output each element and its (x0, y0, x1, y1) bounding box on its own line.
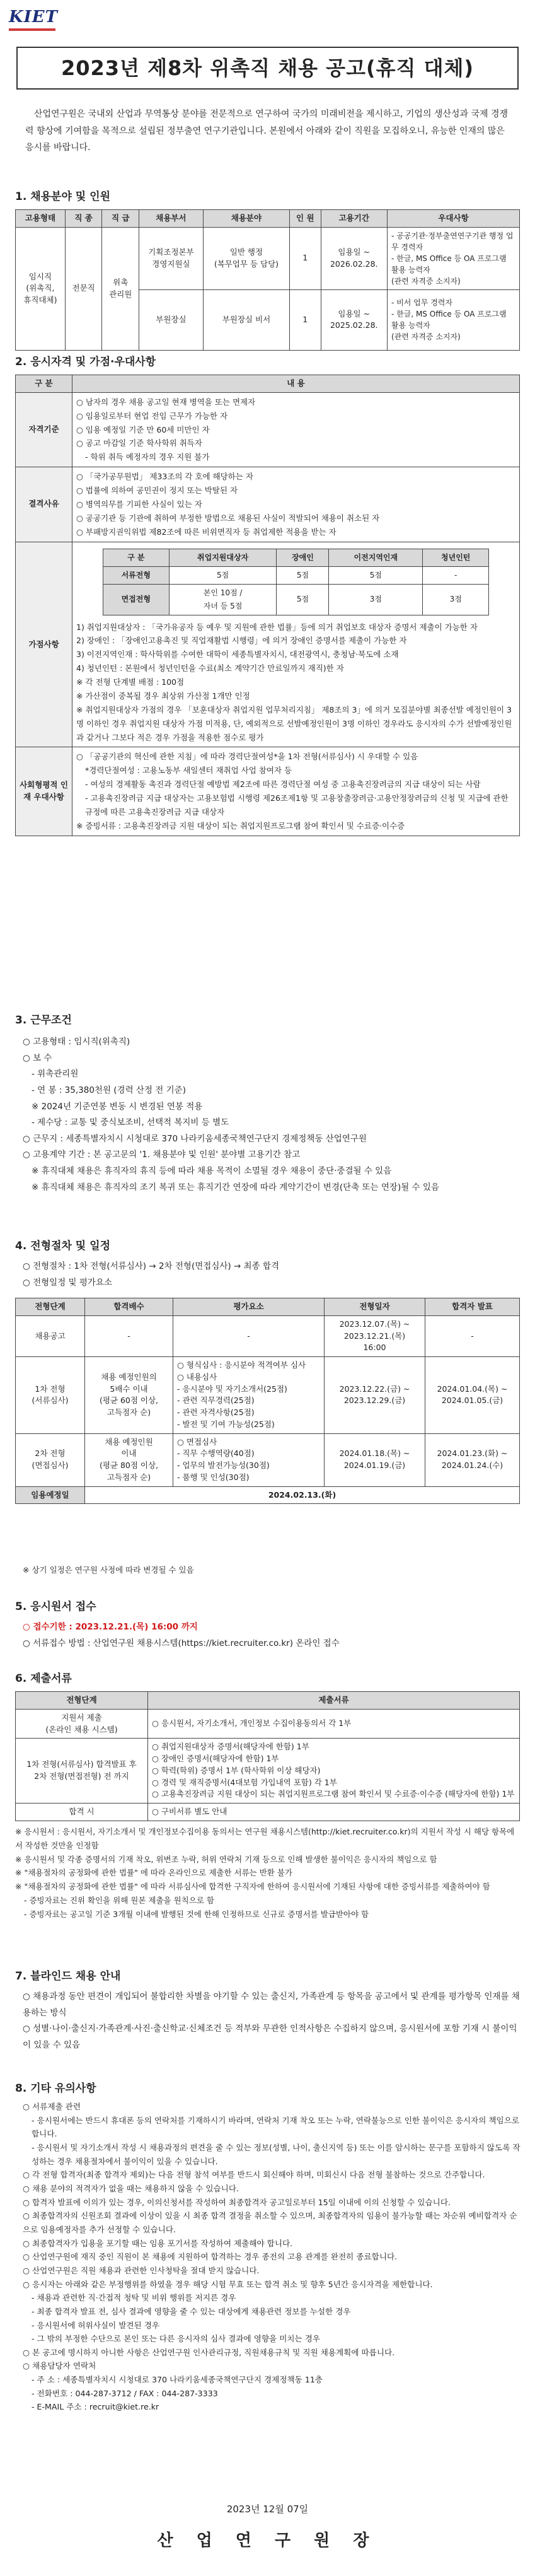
schedule-mult-cell: 채용 예정인원 이내 (평균 80점 이상, 고득점자 순) (85, 1433, 173, 1486)
list-item: ○ 공공기관 등 기관에 취하여 부정한 방법으로 채용된 사실이 적발되어 채용이 취소된 자 (76, 513, 380, 523)
list-item: ○ 성별·나이·출신지·가족관계·사진·출신학교·신체조건 등 적부와 무관한 인적사항은 수집하지 않으며, 응시원서에 포함 기재 시 불이익이 있을 수 있음 (23, 2024, 517, 2050)
list-item: ○ 채용과정 동안 편견이 개입되어 불합리한 차별을 야기할 수 있는 출신지, 가족관계 등 항목을 공고에서 및 관계를 평가항목 인재를 채용하는 방식 (23, 1991, 520, 2018)
qual-bonus-cell (72, 542, 520, 747)
title-box (16, 47, 519, 90)
docs-stage-cell: 1차 전형(서류심사) 합격발표 후 2차 전형(면접전형) 전 까지 (16, 1739, 148, 1804)
schedule-eval-cell: ○ 형식심사 : 응시분야 적격여부 심사 ○ 내용심사 - 응시분야 및 자기소개서(25점) - 관련 직무경력(25점) - 관련 자격사항(25점) - 발전 및 기여 가능성(25점) (173, 1357, 325, 1434)
bonus-cell: 면접전형 (103, 584, 169, 615)
bonus-cell: 5점 (277, 566, 329, 584)
submit-method-line: ○ 서류접수 방법 : 산업연구원 채용시스템(https://kiet.recruiter.co.kr) 온라인 접수 (23, 1638, 340, 1648)
list-item: 2) 장애인 : 「장애인고용촉진 및 직업재활법 시행령」에 의거 장애인 증명서를 제출이 가능한 자 (76, 636, 407, 646)
list-item: ○ 최종합격자가 입용을 포기할 때는 임용 포기서를 작성하여 제출해야 합니다. (23, 2238, 293, 2248)
recruit-field-cell: 일반 행정 (복무업무 등 담당) (203, 227, 289, 289)
bonus-notes (76, 621, 515, 745)
list-item: ○ 합격자 발표에 이의가 있는 경우, 이의신청서를 작성하여 최종합격자 공고일로부터 15일 이내에 이의 신청할 수 있습니다. (23, 2197, 451, 2207)
documents-table (15, 1691, 520, 1821)
bonus-cell: - (423, 566, 489, 584)
section-8-heading: 8. 기타 유의사항 (15, 2082, 96, 2095)
list-item: ○ 공고 마감일 기준 학사학위 취득자 (76, 438, 202, 448)
schedule-mult-cell: - (85, 1315, 173, 1356)
announce-date: 2023년 12월 07일 (226, 2503, 309, 2515)
list-item: ※ 응시원서 : 응시원서, 자기소개서 및 개인정보수집이용 동의서는 연구원 채용시스템(http://kiet.recruiter.co.kr)의 지원서 작성 시 해당 항목에서 작성한 것만을 인정함 (15, 1826, 515, 1850)
bonus-cell: 5점 (277, 584, 329, 615)
bonus-header-cell: 장애인 (277, 549, 329, 566)
list-item: ※ 휴직대체 채용은 휴직자의 휴직 등에 따라 채용 목적이 소멸될 경우 채용이 중단·중결될 수 있음 (32, 1166, 392, 1177)
bonus-header-cell: 이전지역인재 (329, 549, 423, 566)
list-item: ○ 남자의 경우 채용 공고일 현재 병역을 또는 면제자 (76, 397, 256, 407)
list-item: - 여성의 경제활동 촉진과 경력단절 예방법 제2조에 따른 경력단절 여성 중 고용촉진장려금의 지급 대상이 되는 사람 (85, 779, 481, 790)
list-item: *경력단절여성 : 고용노동부 새일센터 재취업 사업 참여자 등 (85, 766, 292, 776)
recruit-type-cell: 임시직 (위촉직, 휴직대체) (16, 227, 66, 350)
schedule-header-cell: 평가요소 (173, 1298, 325, 1316)
list-item: ○ 채용 분야의 적격자가 없을 때는 채용하지 않을 수 있습니다. (23, 2183, 239, 2193)
section-6-heading: 6. 제출서류 (15, 1672, 72, 1685)
table-row (103, 566, 488, 584)
list-item: ※ "채용절차의 공정화에 관한 법률" 에 따라 서류심사에 합격한 구직자에 한하여 응시원서에 기재된 사항에 대한 증빙서류를 제출하여야 함 (15, 1882, 490, 1892)
list-item: - 응시원서에 허위사실이 발견된 경우 (32, 2320, 160, 2330)
recruit-grade-cell: 위촉 관리원 (102, 227, 139, 350)
list-item: ○ 전형절차 : 1차 전형(서류심사) → 2차 전형(면접심사) → 최종 합격 (23, 1261, 280, 1271)
recruit-header-cell: 우대사항 (388, 210, 520, 228)
list-item: ※ 2024년 기준연봉 변동 시 변경된 연봉 적용 (32, 1101, 203, 1112)
list-item: ○ 「공공기관의 혁신에 관한 지침」에 따라 경력단절여성*을 1차 전형(서류심사) 시 우대할 수 있음 (76, 752, 418, 762)
intro-paragraph: 산업연구원은 국내외 산업과 무역통상 분야를 전문적으로 연구하여 국가의 미래비전을 제시하고, 기업의 생산성과 국제 경쟁력 향상에 기여함을 목적으로 설립된 정부출연 연구기관입니다. 본원에서 아래와 같이 직원을 모집하오니, 유능한 인재의 많은 응시를 바랍니다. (25, 109, 509, 153)
recruit-num-cell: 1 (290, 289, 321, 350)
logo-text: KIET (9, 8, 58, 26)
appoint-value-cell: 2024.02.13.(화) (85, 1486, 520, 1504)
list-item: - 증빙자료는 공고일 기준 3개월 이내에 발행된 것에 한해 인정하므로 신규로 증명서를 발급받아야 함 (24, 1909, 369, 1919)
list-item: ※ 가산점이 중복될 경우 최상위 가산점 1개만 인정 (76, 691, 250, 701)
list-item: - 증빙자료는 진위 확인을 위해 원본 제출을 원칙으로 함 (24, 1896, 214, 1906)
table-row (16, 227, 520, 289)
list-item: ○ 부패방지권익위법 제82조에 따른 비위면직자 등 취업제한 적용을 받는 자 (76, 527, 337, 537)
schedule-header-cell: 전형단계 (16, 1298, 85, 1316)
list-item: ※ 휴직대체 채용은 휴직자의 조기 복귀 또는 휴직기간 연장에 따라 계약기간이 변경(단축 또는 연장)될 수 있음 (32, 1182, 439, 1192)
table-row (16, 1486, 520, 1504)
page-title: 2023년 제8차 위촉직 채용 공고(휴직 대체) (60, 56, 475, 80)
list-item: ○ 응시자는 아래와 같은 부정행위를 하였을 경우 해당 시험 무효 또는 합격 취소 및 향후 5년간 응시자격을 제한합니다. (23, 2279, 433, 2289)
documents-table-wrap (15, 1691, 520, 1921)
table-row (16, 1739, 520, 1804)
bonus-cell: 5점 (329, 566, 423, 584)
recruit-num-cell: 1 (290, 227, 321, 289)
docs-list-cell: ○ 응시원서, 자기소개서, 개인정보 수집이용동의서 각 1부 (148, 1709, 520, 1739)
docs-stage-cell: 지원서 제출 (온라인 채용 시스템) (16, 1709, 148, 1739)
list-item: - 학위 취득 예정자의 경우 지원 불가 (85, 452, 210, 462)
list-item: ○ 임용 예정일 기준 만 60세 미만인 자 (76, 424, 210, 434)
list-item: ※ 증빙서류 : 고용촉진장려금 지원 대상이 되는 취업지원프로그램 참여 확인서 및 수료증·이수증 (76, 820, 405, 830)
qual-header-category: 구 분 (16, 375, 72, 393)
list-item: - 응시원서에는 반드시 휴대폰 등의 연락처를 기재하시기 바라며, 연락처 기재 착오 또는 누락, 연락불능으로 인한 불이익은 응시자의 책임으로 합니다. (32, 2115, 520, 2139)
recruit-pref-cell: - 비서 업무 경력자 - 한글, MS Office 등 OA 프로그램 활용 능력자 (관련 자격증 소지자) (388, 289, 520, 350)
schedule-table (15, 1298, 520, 1504)
qual-label-criteria: 자격기준 (16, 392, 72, 467)
list-item: ○ 근무지 : 세종특별자치시 시청대로 370 나라키움세종국책연구단지 경제정책동 산업연구원 (23, 1133, 367, 1144)
schedule-result-cell: - (425, 1315, 520, 1356)
list-item: ○ 최종합격자의 신원조회 결과에 이상이 있을 시 최종 합격 결정을 취소할 수 있으며, 최종합격자의 임용이 불가능할 때는 차순위 예비합격자 순으로 임용예정자를 추가 선정할 수 있습니다. (23, 2211, 517, 2234)
recruit-header-cell: 직 급 (102, 210, 139, 228)
bonus-header-cell: 취업지원대상자 (169, 549, 277, 566)
recruit-period-cell: 임용일 ~ 2025.02.28. (321, 289, 388, 350)
list-item: - 고용촉진장려금 지급 대상자는 고용보험법 시행령 제26조제1항 및 고용창출장려금·고용안정장려금의 신청 및 지급에 관한 규정에 따른 고용촉진장려금 지급 대상자 (85, 793, 509, 817)
table-row (16, 1709, 520, 1739)
list-item: - 전화번호 : 044-287-3712 / FAX : 044-287-3333 (32, 2388, 218, 2398)
recruit-dept-cell: 기획조정본부 경영지원실 (139, 227, 204, 289)
work-conditions (23, 1034, 521, 1196)
recruit-pref-cell: - 공공기관·정부출연연구기관 행정 업무 경력자 - 한글, MS Office 등 OA 프로그램 활용 능력자 (관련 자격증 소지자) (388, 227, 520, 289)
list-item: ○ 산업연구원은 직원 채용과 관련한 인사청탁을 절대 받지 않습니다. (23, 2265, 260, 2275)
list-item: ○ 병역의무를 기피한 사실이 있는 자 (76, 499, 202, 509)
docs-stage-cell: 합격 시 (16, 1804, 148, 1821)
deadline-label: ○ 접수기한 : (23, 1622, 76, 1632)
section-4-heading: 4. 전형절차 및 일정 (15, 1240, 110, 1252)
schedule-note: ※ 상기 일정은 연구원 사정에 따라 변경될 수 있음 (23, 1565, 194, 1575)
table-row (16, 1315, 520, 1356)
table-row (16, 1357, 520, 1434)
recruit-job-cell: 전문직 (65, 227, 102, 350)
list-item: ○ 채용담당자 연락처 (23, 2361, 96, 2371)
list-item: ○ 「국가공무원법」 제33조의 각 호에 해당하는 자 (76, 472, 253, 482)
list-item: ○ 법률에 의하여 공민권이 정지 또는 박탈된 자 (76, 486, 238, 495)
process-summary (23, 1259, 521, 1291)
recruit-header-cell: 채용부서 (139, 210, 204, 228)
list-item: ○ 보 수 (23, 1052, 52, 1063)
qual-label-disqualify: 결격사유 (16, 467, 72, 542)
recruit-table-wrap (15, 209, 520, 351)
issuer-name: 산 업 연 구 원 장 (157, 2531, 378, 2550)
schedule-header-cell: 전형일자 (325, 1298, 425, 1316)
list-item: - 연 봉 : 35,380천원 (경력 산정 전 기준) (32, 1085, 186, 1095)
schedule-stage-cell: 채용공고 (16, 1315, 85, 1356)
list-item: ※ 각 전형 단계별 배점 : 100점 (76, 677, 185, 687)
qualification-table-wrap (15, 375, 520, 836)
list-item: - 응시원서 및 자기소개서 작성 시 채용과정의 편견을 줄 수 있는 정보(성별, 나이, 출신지역 등) 또는 이를 암시하는 문구를 포함하지 않도록 작성하는 경우 채용절차에서 불이익이 있을 수 있습니다. (32, 2142, 521, 2166)
list-item: - E-MAIL 주소 : recruit@kiet.re.kr (32, 2402, 159, 2412)
schedule-date-cell: 2023.12.07.(목) ~ 2023.12.21.(목) 16:00 (325, 1315, 425, 1356)
docs-list-cell: ○ 구비서류 별도 안내 (148, 1804, 520, 1821)
qual-label-bonus: 가점사항 (16, 542, 72, 747)
schedule-date-cell: 2024.01.18.(목) ~ 2024.01.19.(금) (325, 1433, 425, 1486)
deadline-value: 2023.12.21.(목) 16:00 까지 (75, 1622, 198, 1632)
schedule-header-cell: 합격배수 (85, 1298, 173, 1316)
table-row (16, 1804, 520, 1821)
table-row (16, 1433, 520, 1486)
section-7-heading: 7. 블라인드 채용 안내 (15, 1970, 121, 1983)
list-item: ○ 임용일로부터 현업 전임 근무가 가능한 자 (76, 411, 228, 421)
deadline-line (23, 1619, 521, 1636)
bonus-header-cell: 청년인턴 (423, 549, 489, 566)
blind-hiring-info (23, 1989, 521, 2054)
section-1-heading: 1. 채용분야 및 인원 (15, 190, 110, 203)
section-5-heading: 5. 응시원서 접수 (15, 1600, 96, 1613)
schedule-stage-cell: 2차 전형 (면접심사) (16, 1433, 85, 1486)
list-item: ○ 서류제출 관련 (23, 2102, 81, 2111)
bonus-cell: 서류전형 (103, 566, 169, 584)
schedule-eval-cell: - (173, 1315, 325, 1356)
list-item: 4) 청년인턴 : 본원에서 청년인턴을 수료(최소 계약기간 만료일까지 재직)한 자 (76, 663, 344, 673)
kiet-logo (9, 5, 59, 30)
section-2-heading: 2. 응시자격 및 가점·우대사항 (15, 356, 156, 368)
logo-underline (9, 28, 55, 31)
recruit-header-cell: 인 원 (290, 210, 321, 228)
list-item: ※ 응시원서 및 각종 증명서의 기재 착오, 위변조 누락, 허위 연락처 기재 등으로 인해 발생한 불이익은 응시자의 책임으로 함 (15, 1854, 437, 1864)
schedule-date-cell: 2023.12.22.(금) ~ 2023.12.29.(금) (325, 1357, 425, 1434)
list-item: ○ 본 공고에 명시하지 아니한 사항은 산업연구원 인사관리규정, 직원채용규칙 및 직원 채용계획에 따릅니다. (23, 2347, 395, 2357)
other-notes (23, 2100, 521, 2414)
qual-header-content: 내 용 (72, 375, 520, 393)
recruit-table (15, 209, 520, 351)
list-item: ○ 각 전형 합격자(최종 합격자 제외)는 다음 전형 참석 여부를 반드시 회신해야 하며, 미회신시 다음 전형 불참하는 것으로 간주합니다. (23, 2170, 485, 2180)
application-info (23, 1619, 521, 1652)
list-item: 1) 취업지원대상자 : 「국가유공자 등 예우 및 지원에 관한 법률」등에 의거 취업보호 대상자 증명서 제출이 가능한 자 (76, 622, 478, 632)
schedule-table-wrap (15, 1298, 520, 1504)
list-item: ※ "채용절차의 공정화에 관한 법률" 에 따라 온라인으로 제출한 서류는 반환 불가 (15, 1868, 293, 1878)
recruit-header-cell: 채용분야 (203, 210, 289, 228)
qualification-table (15, 375, 520, 836)
list-item: ○ 산업연구원에 재직 중인 직원이 본 채용에 지원하여 합격하는 경우 종전의 고용 관계를 완전히 종료합니다. (23, 2252, 398, 2262)
table-row (103, 584, 488, 615)
list-item: ○ 고용형태 : 임시직(위촉직) (23, 1037, 130, 1047)
list-item: - 그 밖의 부정한 수단으로 본인 또는 다른 응시자의 심사 결과에 영향을 미치는 경우 (32, 2334, 321, 2344)
bonus-cell: 3점 (329, 584, 423, 615)
list-item: ※ 취업지원대상자 가점의 경우 「보훈대상자 취업지원 업무처리지침」 제8조의 3」에 의거 모집분야별 최종선발 예정인원이 3명 이하인 경우 취업지원 대상자 가점 미적용, 단, 예외적으로 선발예정인원이 3명 이하인 경우라도 응시자의 수가 선발예정인원과 같거나 그보다 적은 경우 가점을 적용한 점수로 평가 (76, 704, 512, 742)
list-item: - 제수당 : 교통 및 중식보조비, 선택적 복지비 등 별도 (32, 1117, 229, 1128)
qual-preference-list (72, 747, 520, 836)
recruit-field-cell: 부원장실 비서 (203, 289, 289, 350)
recruit-header-cell: 고용기간 (321, 210, 388, 228)
section-3-heading: 3. 근무조건 (15, 1014, 72, 1027)
schedule-result-cell: 2024.01.23.(화) ~ 2024.01.24.(수) (425, 1433, 520, 1486)
appoint-label-cell: 임용예정일 (16, 1486, 85, 1504)
qual-disqualify-list (72, 467, 520, 542)
schedule-header-cell: 합격자 발표 (425, 1298, 520, 1316)
recruit-period-cell: 임용일 ~ 2026.02.28. (321, 227, 388, 289)
schedule-mult-cell: 채용 예정인원의 5배수 이내 (평균 60점 이상, 고득점자 순) (85, 1357, 173, 1434)
docs-header-stage: 전형단계 (16, 1692, 148, 1710)
bonus-header-cell: 구 분 (103, 549, 169, 566)
list-item: ○ 전형일정 및 평가요소 (23, 1277, 113, 1288)
docs-header-docs: 제출서류 (148, 1692, 520, 1710)
recruit-header-cell: 고용형태 (16, 210, 66, 228)
schedule-stage-cell: 1차 전형 (서류심사) (16, 1357, 85, 1434)
bonus-cell: 5점 (169, 566, 277, 584)
bonus-table (103, 549, 489, 615)
list-item: - 위촉관리원 (32, 1069, 79, 1080)
bonus-cell: 3점 (423, 584, 489, 615)
qual-criteria-list (72, 392, 520, 467)
list-item: - 주 소 : 세종특별자치시 시청대로 370 나라키움세종국책연구단지 경제정책동 11층 (32, 2375, 323, 2385)
list-item: ○ 고용계약 기간 : 본 공고문의 '1. 채용분야 및 인원' 분야별 고용기간 참고 (23, 1150, 301, 1160)
documents-notes (15, 1825, 520, 1921)
recruit-header-cell: 직 종 (65, 210, 102, 228)
schedule-eval-cell: ○ 면접심사 - 직무 수행역량(40점) - 업무의 발전가능성(30점) - 품행 및 인성(30점) (173, 1433, 325, 1486)
list-item: - 채용과 관련한 직·간접적 청탁 및 비위 행위를 저지른 경우 (32, 2293, 236, 2303)
list-item: 3) 이전지역인재 : 학사학위를 수여한 대학이 세종특별자치시, 대전광역시, 충청남·북도에 소재 (76, 650, 399, 660)
qual-label-preference: 사회형평적 인재 우대사항 (16, 747, 72, 836)
list-item: - 최종 합격자 발표 전, 심사 결과에 영향을 줄 수 있는 대상에게 채용관련 정보를 누설한 경우 (32, 2306, 351, 2316)
docs-list-cell: ○ 취업지원대상자 증명서(해당자에 한함) 1부 ○ 장애인 증명서(해당자에 한함) 1부 ○ 학력(학위) 증명서 1부 (학사학위 이상 해당자) ○ 경력 및 재직증명서(4대보험 가입내역 포함) 각 1부 ○ 고용촉진장려금 지원 대상이 되는 취업지원프로그램 참여 확인서 및 수료증·이수증 (해당자에 한함) 1부 (148, 1739, 520, 1804)
recruit-dept-cell: 부원장실 (139, 289, 204, 350)
schedule-result-cell: 2024.01.04.(목) ~ 2024.01.05.(금) (425, 1357, 520, 1434)
bonus-cell: 본인 10점 / 자녀 등 5점 (169, 584, 277, 615)
